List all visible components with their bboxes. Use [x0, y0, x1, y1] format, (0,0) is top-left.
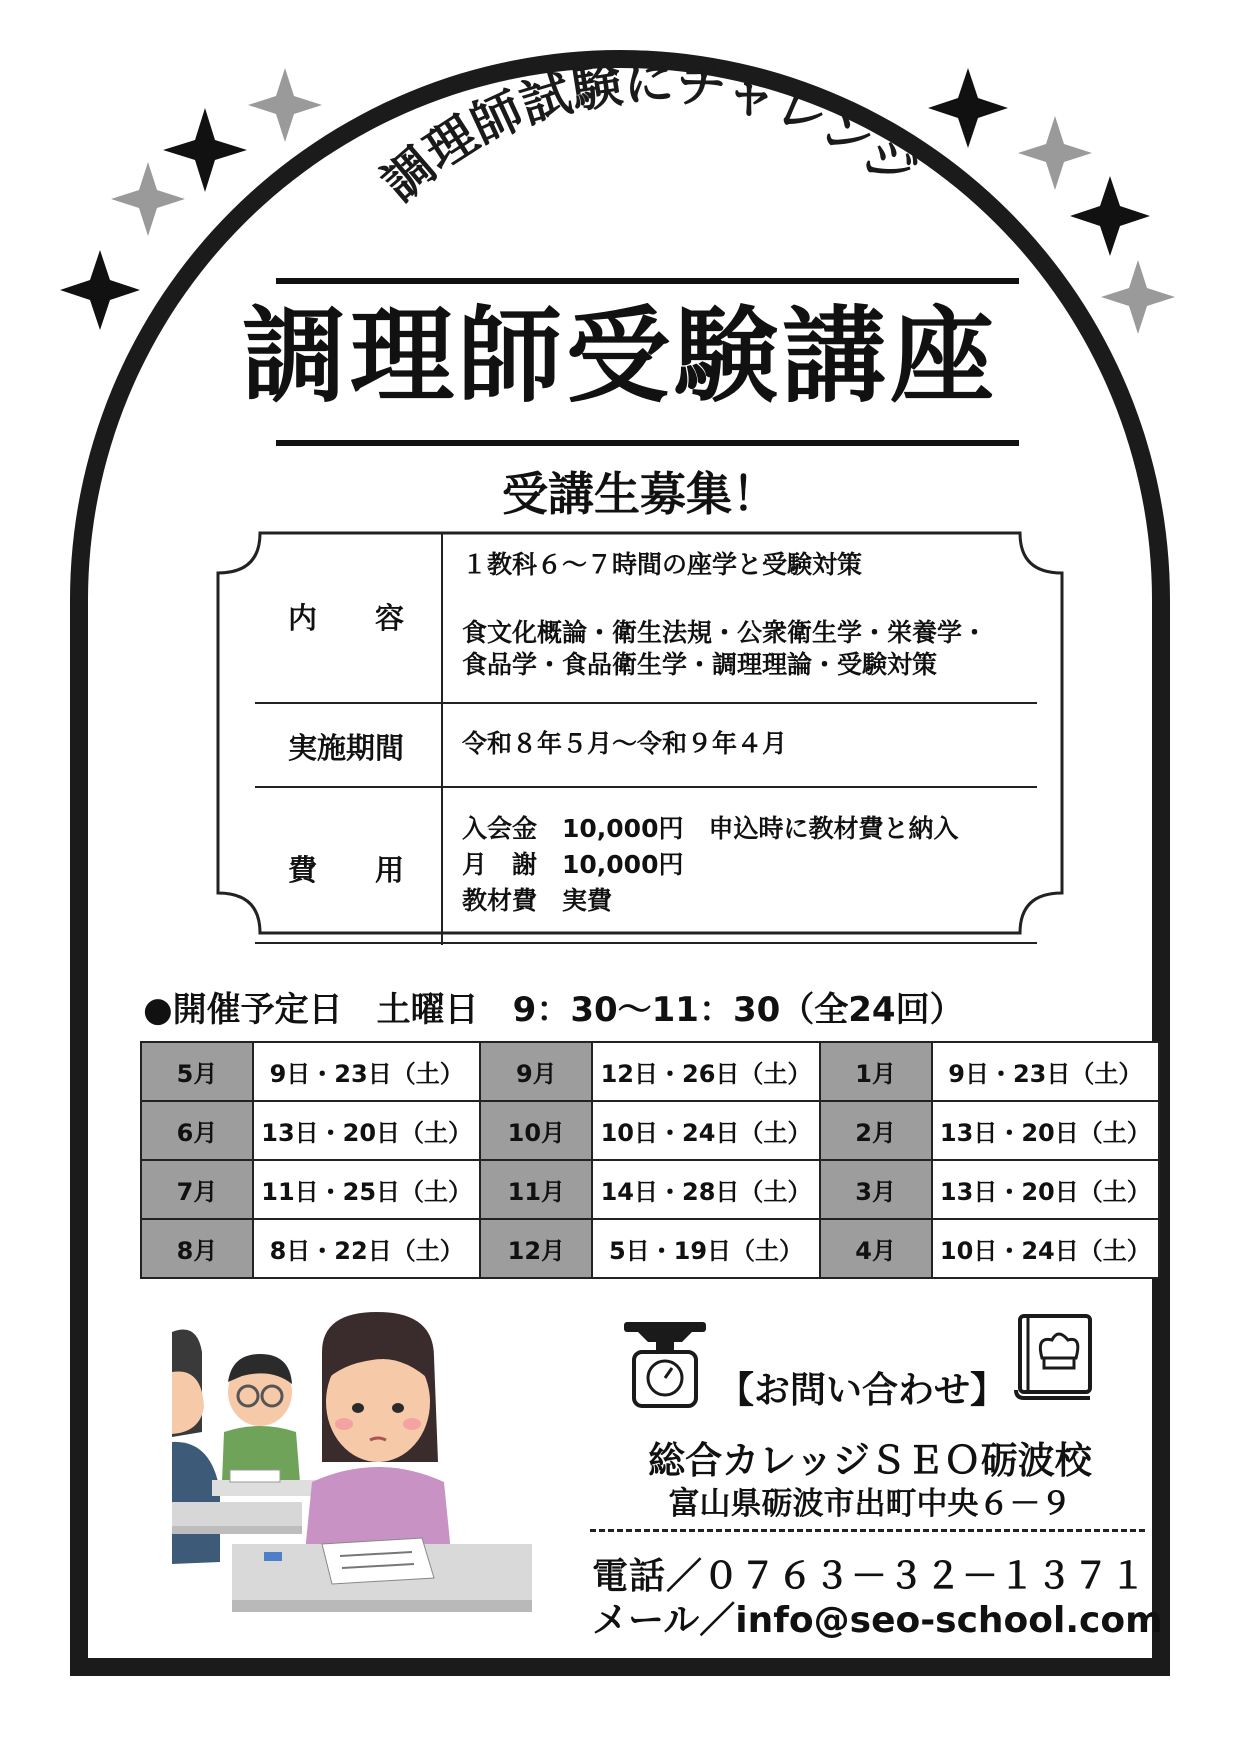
info-content-line: 食文化概論・衛生法規・公衆衛生学・栄養学・	[462, 618, 988, 647]
dates-cell: 11日・25日（土）	[253, 1160, 480, 1219]
month-cell: 11月	[480, 1160, 592, 1219]
cookbook-icon	[1012, 1312, 1096, 1400]
month-cell: 7月	[141, 1160, 253, 1219]
month-cell: 2月	[820, 1101, 932, 1160]
dates-cell: 10日・24日（土）	[932, 1219, 1159, 1278]
info-label-content: 内 容	[288, 601, 405, 635]
dates-cell: 12日・26日（土）	[592, 1042, 819, 1101]
title-rule-top	[276, 278, 1019, 284]
phone-number: 電話／０７６３－３２－１３７１	[592, 1556, 1148, 1597]
table-row	[141, 1042, 1159, 1101]
dashed-divider	[590, 1529, 1145, 1532]
dates-cell: 14日・28日（土）	[592, 1160, 819, 1219]
dates-cell: 9日・23日（土）	[932, 1042, 1159, 1101]
info-label-period: 実施期間	[288, 731, 405, 765]
table-row	[141, 1160, 1159, 1219]
month-cell: 3月	[820, 1160, 932, 1219]
table-row	[141, 1219, 1159, 1278]
title-rule-bottom	[276, 440, 1019, 446]
month-cell: 12月	[480, 1219, 592, 1278]
month-cell: 8月	[141, 1219, 253, 1278]
students-illustration	[172, 1312, 532, 1622]
dates-cell: 8日・22日（土）	[253, 1219, 480, 1278]
main-title: 調理師受験講座	[241, 295, 998, 417]
schedule-table	[140, 1041, 1160, 1279]
month-cell: 4月	[820, 1219, 932, 1278]
dates-cell: 13日・20日（土）	[932, 1101, 1159, 1160]
dates-cell: 5日・19日（土）	[592, 1219, 819, 1278]
month-cell: 6月	[141, 1101, 253, 1160]
month-cell: 5月	[141, 1042, 253, 1101]
info-period-line: 令和８年５月～令和９年４月	[462, 729, 788, 758]
info-label-fee: 費 用	[288, 853, 405, 887]
schedule-heading: ●開催予定日 土曜日 9：30～11：30（全24回）	[143, 990, 964, 1030]
month-cell: 10月	[480, 1101, 592, 1160]
month-cell: 1月	[820, 1042, 932, 1101]
dates-cell: 13日・20日（土）	[932, 1160, 1159, 1219]
month-cell: 9月	[480, 1042, 592, 1101]
address: 富山県砺波市出町中央６－９	[668, 1486, 1072, 1522]
dates-cell: 9日・23日（土）	[253, 1042, 480, 1101]
subtitle: 受講生募集！	[502, 467, 778, 521]
dates-cell: 10日・24日（土）	[592, 1101, 819, 1160]
info-fee-line: 教材費 実費	[462, 886, 613, 915]
kitchen-scale-icon	[620, 1316, 710, 1410]
contact-heading: 【お問い合わせ】	[718, 1370, 1007, 1411]
table-row	[141, 1101, 1159, 1160]
info-fee-line: 月 謝 10,000円	[462, 850, 684, 879]
info-content-line: 食品学・食品衛生学・調理理論・受験対策	[462, 650, 938, 679]
info-fee-line: 入会金 10,000円 申込時に教材費と納入	[462, 814, 959, 843]
school-name: 総合カレッジＳＥＯ砺波校	[648, 1439, 1092, 1482]
info-content-line: １教科６～７時間の座学と受験対策	[462, 550, 863, 579]
dates-cell: 13日・20日（土）	[253, 1101, 480, 1160]
email-address: メール／info@seo-school.com	[592, 1600, 1163, 1641]
arc-title: 調理師試験にチャレンジ	[371, 53, 927, 213]
